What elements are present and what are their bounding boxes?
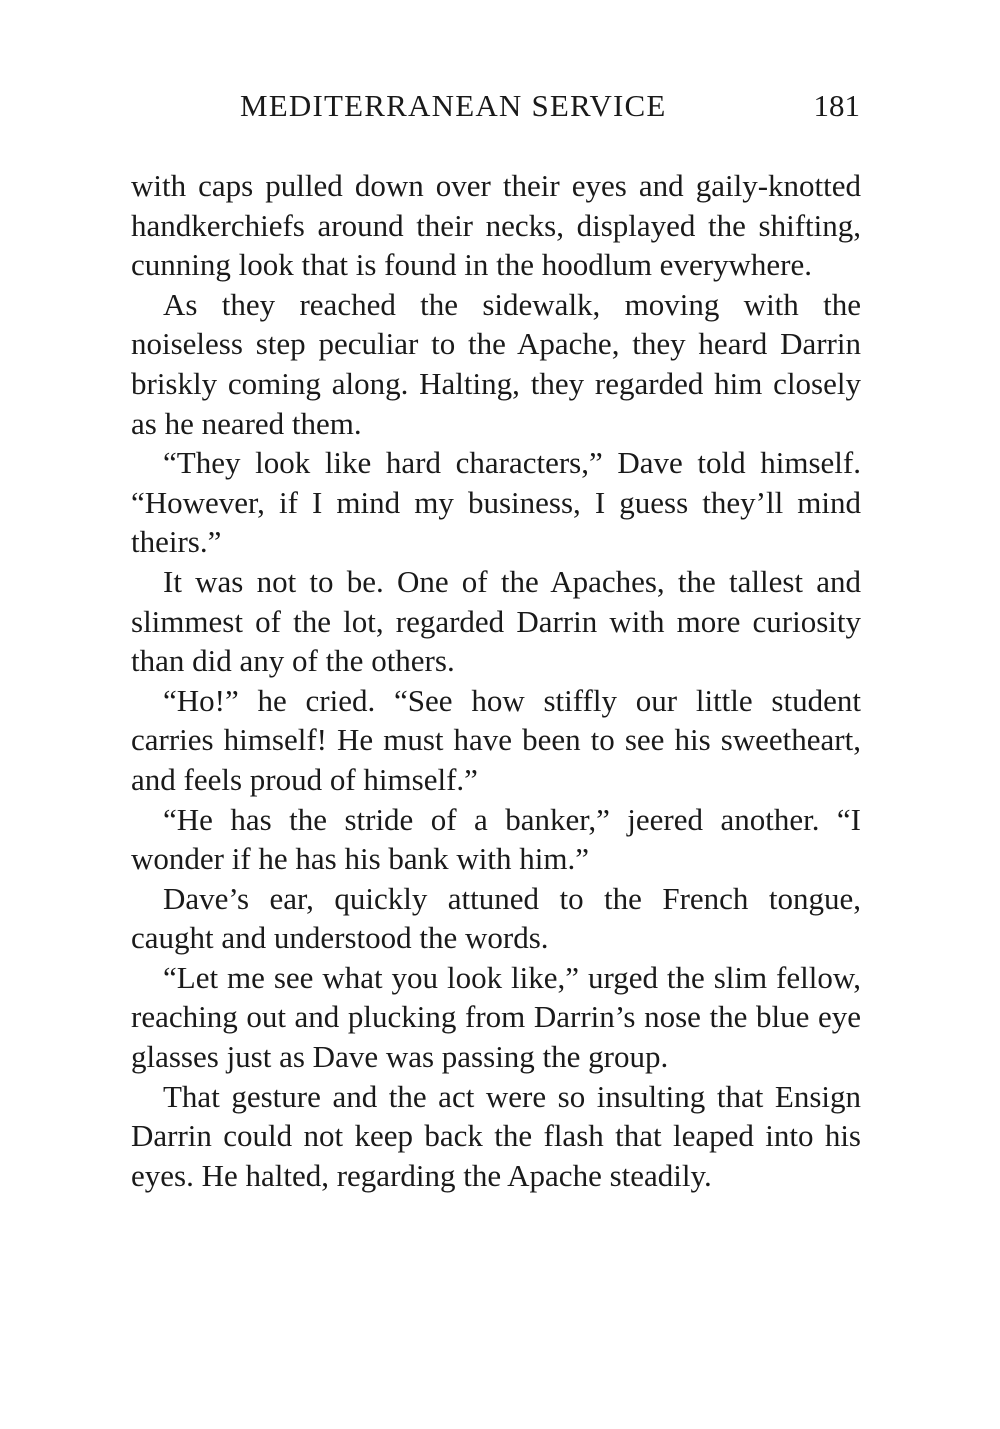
- paragraph: “He has the stride of a banker,” jeered another. “I wonder if he has his bank with him.”: [131, 801, 861, 877]
- paragraph: That gesture and the act were so insulting that Ensign Darrin could not keep back the flash that leaped into his eyes. He halted, regarding the Apache steadily.: [131, 1078, 861, 1193]
- paragraph: “They look like hard characters,” Dave told himself. “However, if I mind my business, I guess they’ll mind theirs.”: [131, 445, 861, 560]
- paragraph-continued: with caps pulled down over their eyes and gaily-knotted handkerchiefs around their necks, displayed the shifting, cunning look that is found in the hoodlum everywhere.: [131, 168, 861, 283]
- paragraph: “Let me see what you look like,” urged the slim fellow, reaching out and plucking from Darrin’s nose the blue eye glasses just as Dave was passing the group.: [131, 959, 861, 1075]
- running-head: [130, 84, 860, 128]
- page-number: 181: [813, 88, 860, 123]
- body-text: [131, 166, 861, 1195]
- paragraph: It was not to be. One of the Apaches, the tallest and slimmest of the lot, regarded Darrin with more curiosity than did any of the others.: [131, 563, 861, 679]
- running-title: MEDITERRANEAN SERVICE: [240, 88, 667, 123]
- paragraph: “Ho!” he cried. “See how stiffly our little student carries himself! He must have been to see his sweetheart, and feels proud of himself.”: [131, 682, 861, 797]
- paragraph: As they reached the sidewalk, moving with the noiseless step peculiar to the Apache, they heard Darrin briskly coming along. Halting, they regarded him closely as he neared them.: [131, 286, 861, 441]
- paragraph: Dave’s ear, quickly attuned to the French tongue, caught and understood the words.: [131, 880, 861, 956]
